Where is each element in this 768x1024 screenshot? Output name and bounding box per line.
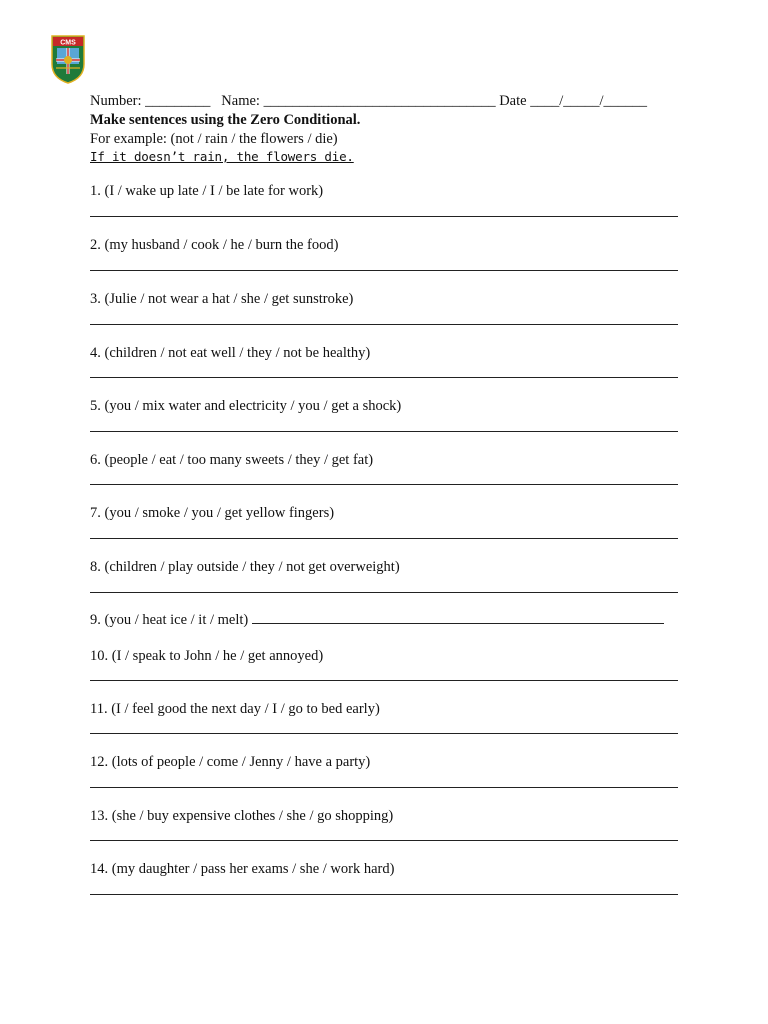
answer-line-8[interactable] [90, 592, 678, 593]
instruction-heading: Make sentences using the Zero Conditional. [90, 112, 361, 128]
answer-line-10[interactable] [90, 680, 678, 681]
question-2: 2. (my husband / cook / he / burn the food) [90, 237, 339, 253]
answer-line-11[interactable] [90, 733, 678, 734]
question-7: 7. (you / smoke / you / get yellow fingers) [90, 505, 335, 521]
school-crest-logo [50, 34, 86, 84]
question-6: 6. (people / eat / too many sweets / they / get fat) [90, 452, 374, 468]
answer-line-14[interactable] [90, 894, 678, 895]
example-prompt: For example: (not / rain / the flowers / die) [90, 131, 338, 147]
answer-line-13[interactable] [90, 840, 678, 841]
question-8: 8. (children / play outside / they / not get overweight) [90, 559, 400, 575]
question-1: 1. (I / wake up late / I / be late for work) [90, 183, 324, 199]
student-info-line: Number: _________ Name: ________________________________ Date ____/_____/______ [90, 93, 647, 109]
answer-line-5[interactable] [90, 431, 678, 432]
answer-line-4[interactable] [90, 377, 678, 378]
question-4: 4. (children / not eat well / they / not be healthy) [90, 345, 371, 361]
example-answer: If it doesn’t rain, the flowers die. [90, 149, 354, 164]
question-3: 3. (Julie / not wear a hat / she / get sunstroke) [90, 291, 354, 307]
answer-line-12[interactable] [90, 787, 678, 788]
question-13: 13. (she / buy expensive clothes / she / go shopping) [90, 808, 394, 824]
question-9: 9. (you / heat ice / it / melt) [90, 612, 249, 628]
question-14: 14. (my daughter / pass her exams / she / work hard) [90, 861, 395, 877]
answer-line-3[interactable] [90, 324, 678, 325]
worksheet [90, 92, 680, 877]
answer-line-7[interactable] [90, 538, 678, 539]
answer-line-9[interactable] [252, 610, 664, 624]
question-9-row [90, 610, 678, 629]
answer-line-1[interactable] [90, 216, 678, 217]
question-10: 10. (I / speak to John / he / get annoyed) [90, 648, 324, 664]
answer-line-6[interactable] [90, 484, 678, 485]
answer-line-2[interactable] [90, 270, 678, 271]
question-12: 12. (lots of people / come / Jenny / have a party) [90, 754, 371, 770]
question-5: 5. (you / mix water and electricity / you / get a shock) [90, 398, 402, 414]
question-11: 11. (I / feel good the next day / I / go to bed early) [90, 701, 380, 717]
logo-text: CMS [60, 39, 76, 47]
